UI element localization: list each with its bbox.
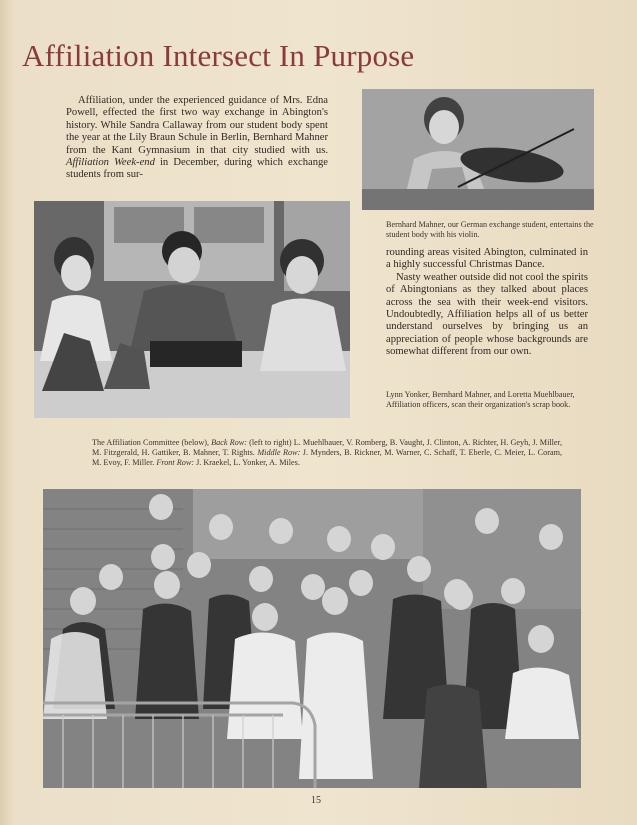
middle-row-label: Middle Row: bbox=[257, 448, 301, 457]
front-row-label: Front Row: bbox=[156, 458, 195, 467]
page-title: Affiliation Intersect In Purpose bbox=[22, 38, 415, 73]
committee-group-photo bbox=[43, 489, 581, 788]
intro-tail: in December, during which exchange students from sur- bbox=[66, 157, 328, 181]
scrapbook-photo bbox=[34, 201, 350, 418]
continuation-text bbox=[386, 247, 588, 359]
back-row-label: Back Row: bbox=[211, 438, 247, 447]
continuation-paragraph-1: rounding areas visited Abington, culminated in a highly successful Christmas Dance. bbox=[386, 247, 588, 271]
violin-caption: Bernhard Mahner, our German exchange student, entertains the student body with his violin. bbox=[386, 220, 594, 239]
committee-caption bbox=[92, 438, 562, 468]
intro-paragraph bbox=[66, 95, 328, 182]
page-number: 15 bbox=[311, 795, 321, 806]
intro-italic-event: Affiliation Week-end bbox=[66, 157, 155, 169]
intro-text: Affiliation, under the experienced guidance of Mrs. Edna Powell, effected the first two way exchange in Abington's history. While Sandra Callaway from our student body spent the year at the Lily Braun Schule in Berlin, Bernhard Mahner from the Kant Gymnasium in that city studied with us. bbox=[66, 95, 328, 156]
back-row-names: (left to right) L. Muehlbauer, V. Romberg, B. Vaught, J. Clinton, A. Richter, H. Geyh, J. Miller, M. Fitzgerald, H. Gattiker, B. Mahner, T. Rights. bbox=[92, 438, 562, 457]
violin-photo bbox=[362, 89, 594, 210]
continuation-paragraph-2: Nasty weather outside did not cool the spirits of Abingtonians as they talked about places across the sea with their week-end visitors. Undoubtedly, Affiliation helps all of us better understand ourselves by bringing us an appreciation of people whose backgrounds are somewhat different from our own. bbox=[386, 271, 588, 358]
committee-lead: The Affiliation Committee (below), bbox=[92, 438, 212, 447]
middle-row-names: J. Mynders, B. Rickner, M. Warner, C. Schaff, T. Eberle, C. Meier, L. Coram, M. Evoy, F. Miller. bbox=[92, 448, 563, 467]
front-row-names: J. Kraekel, L. Yonker, A. Miles. bbox=[194, 458, 300, 467]
scrapbook-caption: Lynn Yonker, Bernhard Mahner, and Loretta Muehlbauer, Affiliation officers, scan their organization's scrap book. bbox=[386, 390, 575, 409]
